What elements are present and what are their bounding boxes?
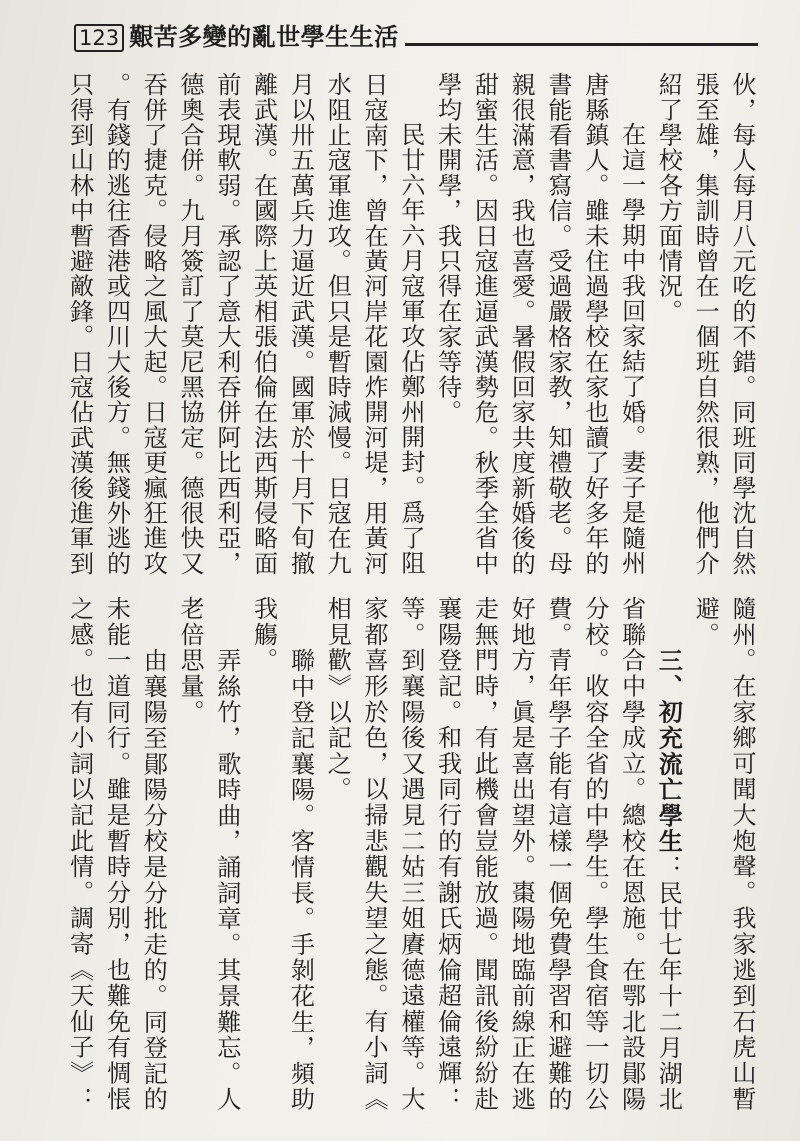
poem-column: 聯中登記襄陽。客情長。手剝花生，頻助 (286, 648, 315, 1113)
section-heading: 三、初充流亡學生 (654, 648, 684, 855)
text-column: 紹了學校各方面情況。 (654, 72, 683, 324)
text-column: 等。到襄陽後又遇見二姑三姐賡德遠權等。大 (396, 596, 425, 1112)
text-column: 在這一學期中我回家結了婚。妻子是隨州 (617, 122, 646, 576)
chapter-title: 艱苦多變的亂世學生生活 (129, 22, 399, 51)
text-column: 月以卅五萬兵力逼近武漢。國軍於十月下旬撤 (286, 72, 315, 576)
lower-text-block (60, 596, 760, 1118)
text-column: 學均未開學，我只得在家等待。 (433, 72, 462, 425)
text-column: 家都喜形於色，以掃悲觀失望之態。有小詞《 (360, 596, 389, 1112)
text-column: 只得到山林中暫避敵鋒。日寇佔武漢後進軍到 (65, 72, 94, 576)
text-column: 費。青年學子能有這樣一個免費學習和避難的 (544, 596, 573, 1112)
text-column: 避。 (691, 596, 720, 648)
text-column: 離武漢。在國際上英相張伯倫在法西斯侵略面 (249, 72, 278, 576)
poem-column: 弄絲竹，歌時曲，誦詞章。其景難忘。人 (212, 648, 241, 1113)
poem-column: 我觴。 (249, 596, 278, 674)
page-number: 123 (74, 24, 124, 52)
text-column: 走無門時，有此機會豈能放過。聞訊後紛紛赴 (470, 596, 499, 1112)
text-column: 。有錢的逃往香港或四川大後方。無錢外逃的 (102, 72, 131, 576)
text-column: 書能看書寫信。受過嚴格家教，知禮敬老。母 (544, 72, 573, 576)
text-column: 水阻止寇軍進攻。但只是暫時減慢。日寇在九 (323, 72, 352, 576)
text-column: 日寇南下，曾在黃河岸花園炸開河堤，用黃河 (360, 72, 389, 576)
section-heading-text: ：民廿七年十二月湖北 (654, 854, 683, 1113)
text-column: 唐縣鎮人。雖未住過學校在家也讀了好多年的 (580, 72, 609, 576)
section-heading-column (650, 596, 687, 1118)
text-column: 張至雄，集訓時曾在一個班自然很熟，他們介 (691, 72, 720, 576)
text-column: 伙，每人每月八元吃的不錯。同班同學沈自然 (728, 72, 756, 576)
text-column: 好地方，眞是喜出望外。棗陽地臨前線正在逃 (507, 596, 536, 1112)
text-column: 未能一道同行。雖是暫時分別，也難免有惆悵 (102, 596, 131, 1112)
text-column: 相見歡》以記之。 (323, 596, 352, 803)
text-column: 親很滿意，我也喜愛。暑假回家共度新婚後的 (507, 72, 536, 576)
text-column: 隨州。在家鄉可聞大炮聲。我家逃到石虎山暫 (728, 596, 756, 1112)
text-column: 由襄陽至鄖陽分校是分批走的。同登記的 (139, 648, 168, 1113)
text-column: 省聯合中學成立。總校在恩施。在鄂北設鄖陽 (617, 596, 646, 1112)
text-column: 前表現軟弱。承認了意大利吞併阿比西利亞， (212, 72, 241, 576)
text-column: 吞併了捷克。侵略之風大起。日寇更瘋狂進攻 (139, 72, 168, 576)
text-column: 襄陽登記。和我同行的有謝氏炳倫超倫遠輝： (433, 596, 462, 1112)
text-column: 之感。也有小詞以記此情。調寄《天仙子》： (65, 596, 94, 1112)
upper-text-block (60, 72, 760, 584)
text-column: 德奧合併。九月簽訂了莫尼黑協定。德很快又 (176, 72, 205, 576)
text-column: 甜蜜生活。因日寇進逼武漢勢危。秋季全省中 (470, 72, 499, 576)
text-column: 民廿六年六月寇軍攻佔鄭州開封。爲了阻 (396, 122, 425, 576)
header-rule (405, 43, 758, 46)
running-header (74, 18, 758, 52)
poem-column: 老倍思量。 (176, 596, 205, 725)
text-column: 分校。收容全省的中學生。學生食宿等一切公 (580, 596, 609, 1112)
